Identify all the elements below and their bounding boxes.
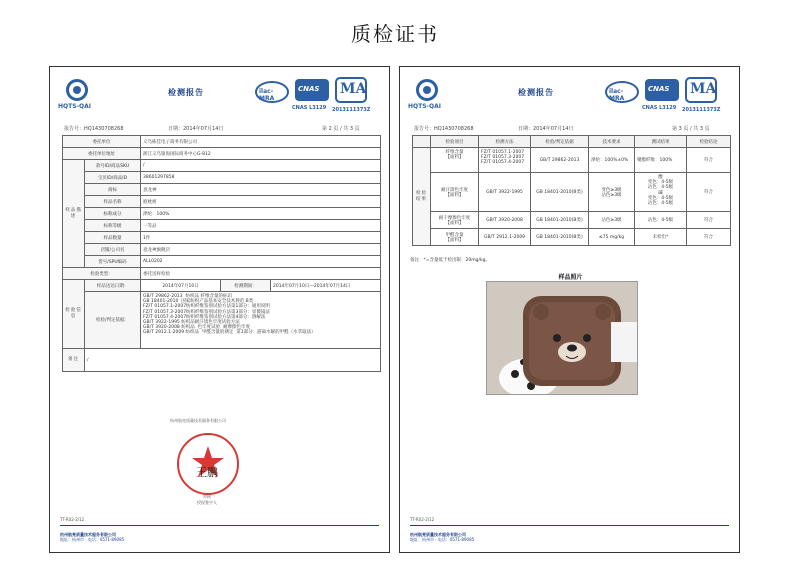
item-name: 耐汗渍色牢度 【面料】 <box>431 173 479 212</box>
item-requirement: ≤75 mg/kg <box>589 229 635 246</box>
column-header: 检测方法 <box>479 136 531 148</box>
check-type-label: 检验类型： <box>63 268 141 280</box>
report-date: 日期：2014年07月14日 <box>168 126 224 132</box>
form-number: TT-R02-2/12 <box>410 517 435 522</box>
basis-label: 检验/判定依据： <box>85 292 141 349</box>
sample-field-value: 抱枕被 <box>141 196 381 208</box>
footer-divider <box>60 525 379 526</box>
item-requirement: 沾色≥3级 <box>589 212 635 229</box>
table-row <box>63 160 381 172</box>
item-method: GB/T 2912.1-2009 <box>479 229 531 246</box>
sample-field-value: / <box>141 160 381 172</box>
lab-short-name: HQTS-QAI <box>408 103 442 110</box>
column-header: 技术要求 <box>589 136 635 148</box>
table-row <box>63 280 381 292</box>
sample-field-value: 1件 <box>141 232 381 244</box>
check-type-value: 委托送样检验 <box>141 268 381 280</box>
sample-field-label: 样品数量 <box>85 232 141 244</box>
remark-label: 备注 <box>63 349 85 372</box>
report-header <box>50 75 389 117</box>
cma-logo-icon: MA <box>685 77 717 103</box>
item-result: 酸 变色：4-5级 沾色：4-5级 碱 变色：4-5级 沾色：4-5级 <box>635 173 687 212</box>
item-method: GB/T 3920-2008 <box>479 212 531 229</box>
item-conclusion: 符合 <box>687 212 731 229</box>
report-title: 检测报告 <box>168 88 204 97</box>
report-number: 报告号：HQ1430708268 <box>414 126 474 132</box>
item-result: 沾色：4-5级 <box>635 212 687 229</box>
sample-field-label: 标称成分 <box>85 208 141 220</box>
approver-title: 授权签字人 <box>197 500 217 505</box>
table-row <box>63 196 381 208</box>
stamp-area <box>50 412 391 505</box>
approver-role: 审核 <box>203 494 211 499</box>
item-conclusion: 符合 <box>687 229 731 246</box>
stamp-company: 杭州航亮质量技术服务有限公司 <box>170 418 226 423</box>
page-number: 第 2 页 / 共 3 页 <box>322 126 360 132</box>
ma-number: 2013111373Z <box>332 107 371 113</box>
test-period-value: 2014年07月10日—2014年07月14日 <box>271 280 381 292</box>
table-row <box>63 184 381 196</box>
sample-field-value: ALL0202 <box>141 256 381 268</box>
client-address-value: 浙江义乌银海国际商务中心G-812 <box>141 148 381 160</box>
signature: 王鹏 <box>196 466 218 479</box>
footer-divider <box>410 525 729 526</box>
item-name: 甲醛含量 【面料】 <box>431 229 479 246</box>
sample-field-label: 店铺/公司名 <box>85 244 141 256</box>
section-header-blank <box>413 136 431 148</box>
item-name: 纤维含量 【面料】 <box>431 148 479 173</box>
table-row <box>63 148 381 160</box>
sample-photo <box>486 281 638 395</box>
column-header: 检验项目 <box>431 136 479 148</box>
cma-logo-icon: MA <box>335 77 367 103</box>
item-conclusion: 符合 <box>687 148 731 173</box>
item-name: 耐干摩擦色牢度 【面料】 <box>431 212 479 229</box>
item-method: FZ/T 01057.1-2007 FZ/T 01057.3-2007 FZ/T 01057.4-2007 <box>479 148 531 173</box>
footer-company: 杭州航亮质量技术服务有限公司 <box>410 532 466 537</box>
remark-value: / <box>85 349 381 372</box>
item-basis: GB 18401-2010(B类) <box>531 173 589 212</box>
table-row <box>63 136 381 148</box>
report-title: 检测报告 <box>518 88 554 97</box>
cnas-logo-icon: CNAS <box>295 79 329 101</box>
table-row <box>413 173 731 212</box>
footer-address: 地址：杭州市 · 电话：0571-89085 <box>410 537 475 542</box>
item-basis: GB 18401-2010(B类) <box>531 212 589 229</box>
report-page-3 <box>399 66 740 553</box>
sample-field-value: 涤纶：100% <box>141 208 381 220</box>
lab-short-name: HQTS-QAI <box>58 103 92 110</box>
report-page-2 <box>49 66 390 553</box>
item-result: 聚酯纤维：100% <box>635 148 687 173</box>
item-basis: GB/T 29862-2013 <box>531 148 589 173</box>
table-row <box>63 268 381 280</box>
client-label: 委托单位 <box>63 136 141 148</box>
item-conclusion: 符合 <box>687 173 731 212</box>
cnas-number: CNAS L3129 <box>642 105 677 111</box>
ilac-mra-logo-icon: ilac-MRA <box>255 81 289 103</box>
receive-date-label: 样品送达日期： <box>85 280 141 292</box>
table-row <box>63 349 381 372</box>
report-header <box>400 75 739 117</box>
test-period-label: 检测期间： <box>221 280 271 292</box>
item-method: GB/T 3922-1995 <box>479 173 531 212</box>
ilac-mra-logo-icon: ilac-MRA <box>605 81 639 103</box>
hqts-logo-icon <box>416 79 438 101</box>
table-row <box>413 212 731 229</box>
column-header: 检验结论 <box>687 136 731 148</box>
client-address-label: 委托单位地址 <box>63 148 141 160</box>
test-section-label: 检验信息 <box>63 280 85 349</box>
bear-pillow-image-icon <box>487 282 637 394</box>
sample-field-label: 宝贝ID/商品ID <box>85 172 141 184</box>
hqts-logo-icon <box>66 79 88 101</box>
report-info-table <box>62 135 381 372</box>
results-section-label: 检验结果 <box>413 148 431 246</box>
column-header: 测试结果 <box>635 136 687 148</box>
sample-field-label: 样品名称 <box>85 196 141 208</box>
report-number: 报告号：HQ1430708268 <box>64 126 124 132</box>
cnas-number: CNAS L3129 <box>292 105 327 111</box>
column-header: 检验/判定依据 <box>531 136 589 148</box>
table-row <box>63 292 381 349</box>
page-title: 质检证书 <box>351 22 439 46</box>
item-requirement: 涤纶：100%±0% <box>589 148 635 173</box>
footer <box>60 532 124 542</box>
table-row <box>63 256 381 268</box>
results-table <box>412 135 731 246</box>
item-basis: GB 18401-2010(B类) <box>531 229 589 246</box>
table-header-row <box>413 136 731 148</box>
photo-title: 样品照片 <box>558 274 583 281</box>
sample-field-label: 商标 <box>85 184 141 196</box>
table-row <box>63 220 381 232</box>
sample-field-value: 一等品 <box>141 220 381 232</box>
footer <box>410 532 474 542</box>
cnas-logo-icon: CNAS <box>645 79 679 101</box>
ma-number: 2013111373Z <box>682 107 721 113</box>
table-row <box>413 148 731 173</box>
page-number: 第 3 页 / 共 3 页 <box>672 126 710 132</box>
footer-company: 杭州航亮质量技术服务有限公司 <box>60 532 116 537</box>
footer-address: 地址：杭州市 · 电话：0571-89085 <box>60 537 125 542</box>
table-row <box>63 208 381 220</box>
client-value: 义乌栋佳电子商务有限公司 <box>141 136 381 148</box>
basis-value: GB/T 29862-2013 纺织品 纤维含量的标识 GB 18401-2010 国家纺织产品基本安全技术规范 B类 FZ/T 01057.1-2007纺织纤维鉴别试验方法第1部分：通用说明 FZ/T 01057.3-2007纺织纤维鉴别试验方法第3部分：显微镜法 FZ/T 01057.4-2007纺织纤维鉴别试验方法第4部分：溶解法 GB/T 3922-1995 纺织品耐汗渍色牢度试验方法 GB/T 3920-2008 纺织品 色牢度试验 耐摩擦色牢度 GB/T 2912.1-2009 纺织品 甲醛含量的测定 第1部分：游离水解的甲醛（水萃取法） <box>141 292 381 349</box>
results-note: 备注：*=含量低于检出限：20mg/kg。 <box>410 258 490 263</box>
item-requirement: 变色≥3级 沾色≥3级 <box>589 173 635 212</box>
table-row <box>63 244 381 256</box>
sample-field-value: 意龙神旗舰店 <box>141 244 381 256</box>
sample-field-label: 货号/SPU编码 <box>85 256 141 268</box>
sample-field-label: 标称等级 <box>85 220 141 232</box>
sample-field-label: 款号ID/商品SKU <box>85 160 141 172</box>
table-row <box>63 172 381 184</box>
receive-date-value: 2014年07月10日 <box>141 280 221 292</box>
sample-section-label: 样品描述 <box>63 160 85 268</box>
sample-field-value: 38601297858 <box>141 172 381 184</box>
table-row <box>63 232 381 244</box>
report-date: 日期：2014年07月14日 <box>518 126 574 132</box>
sample-field-value: 意龙神 <box>141 184 381 196</box>
form-number: TT-R02-2/12 <box>60 517 85 522</box>
item-result: 未检出* <box>635 229 687 246</box>
table-row <box>413 229 731 246</box>
